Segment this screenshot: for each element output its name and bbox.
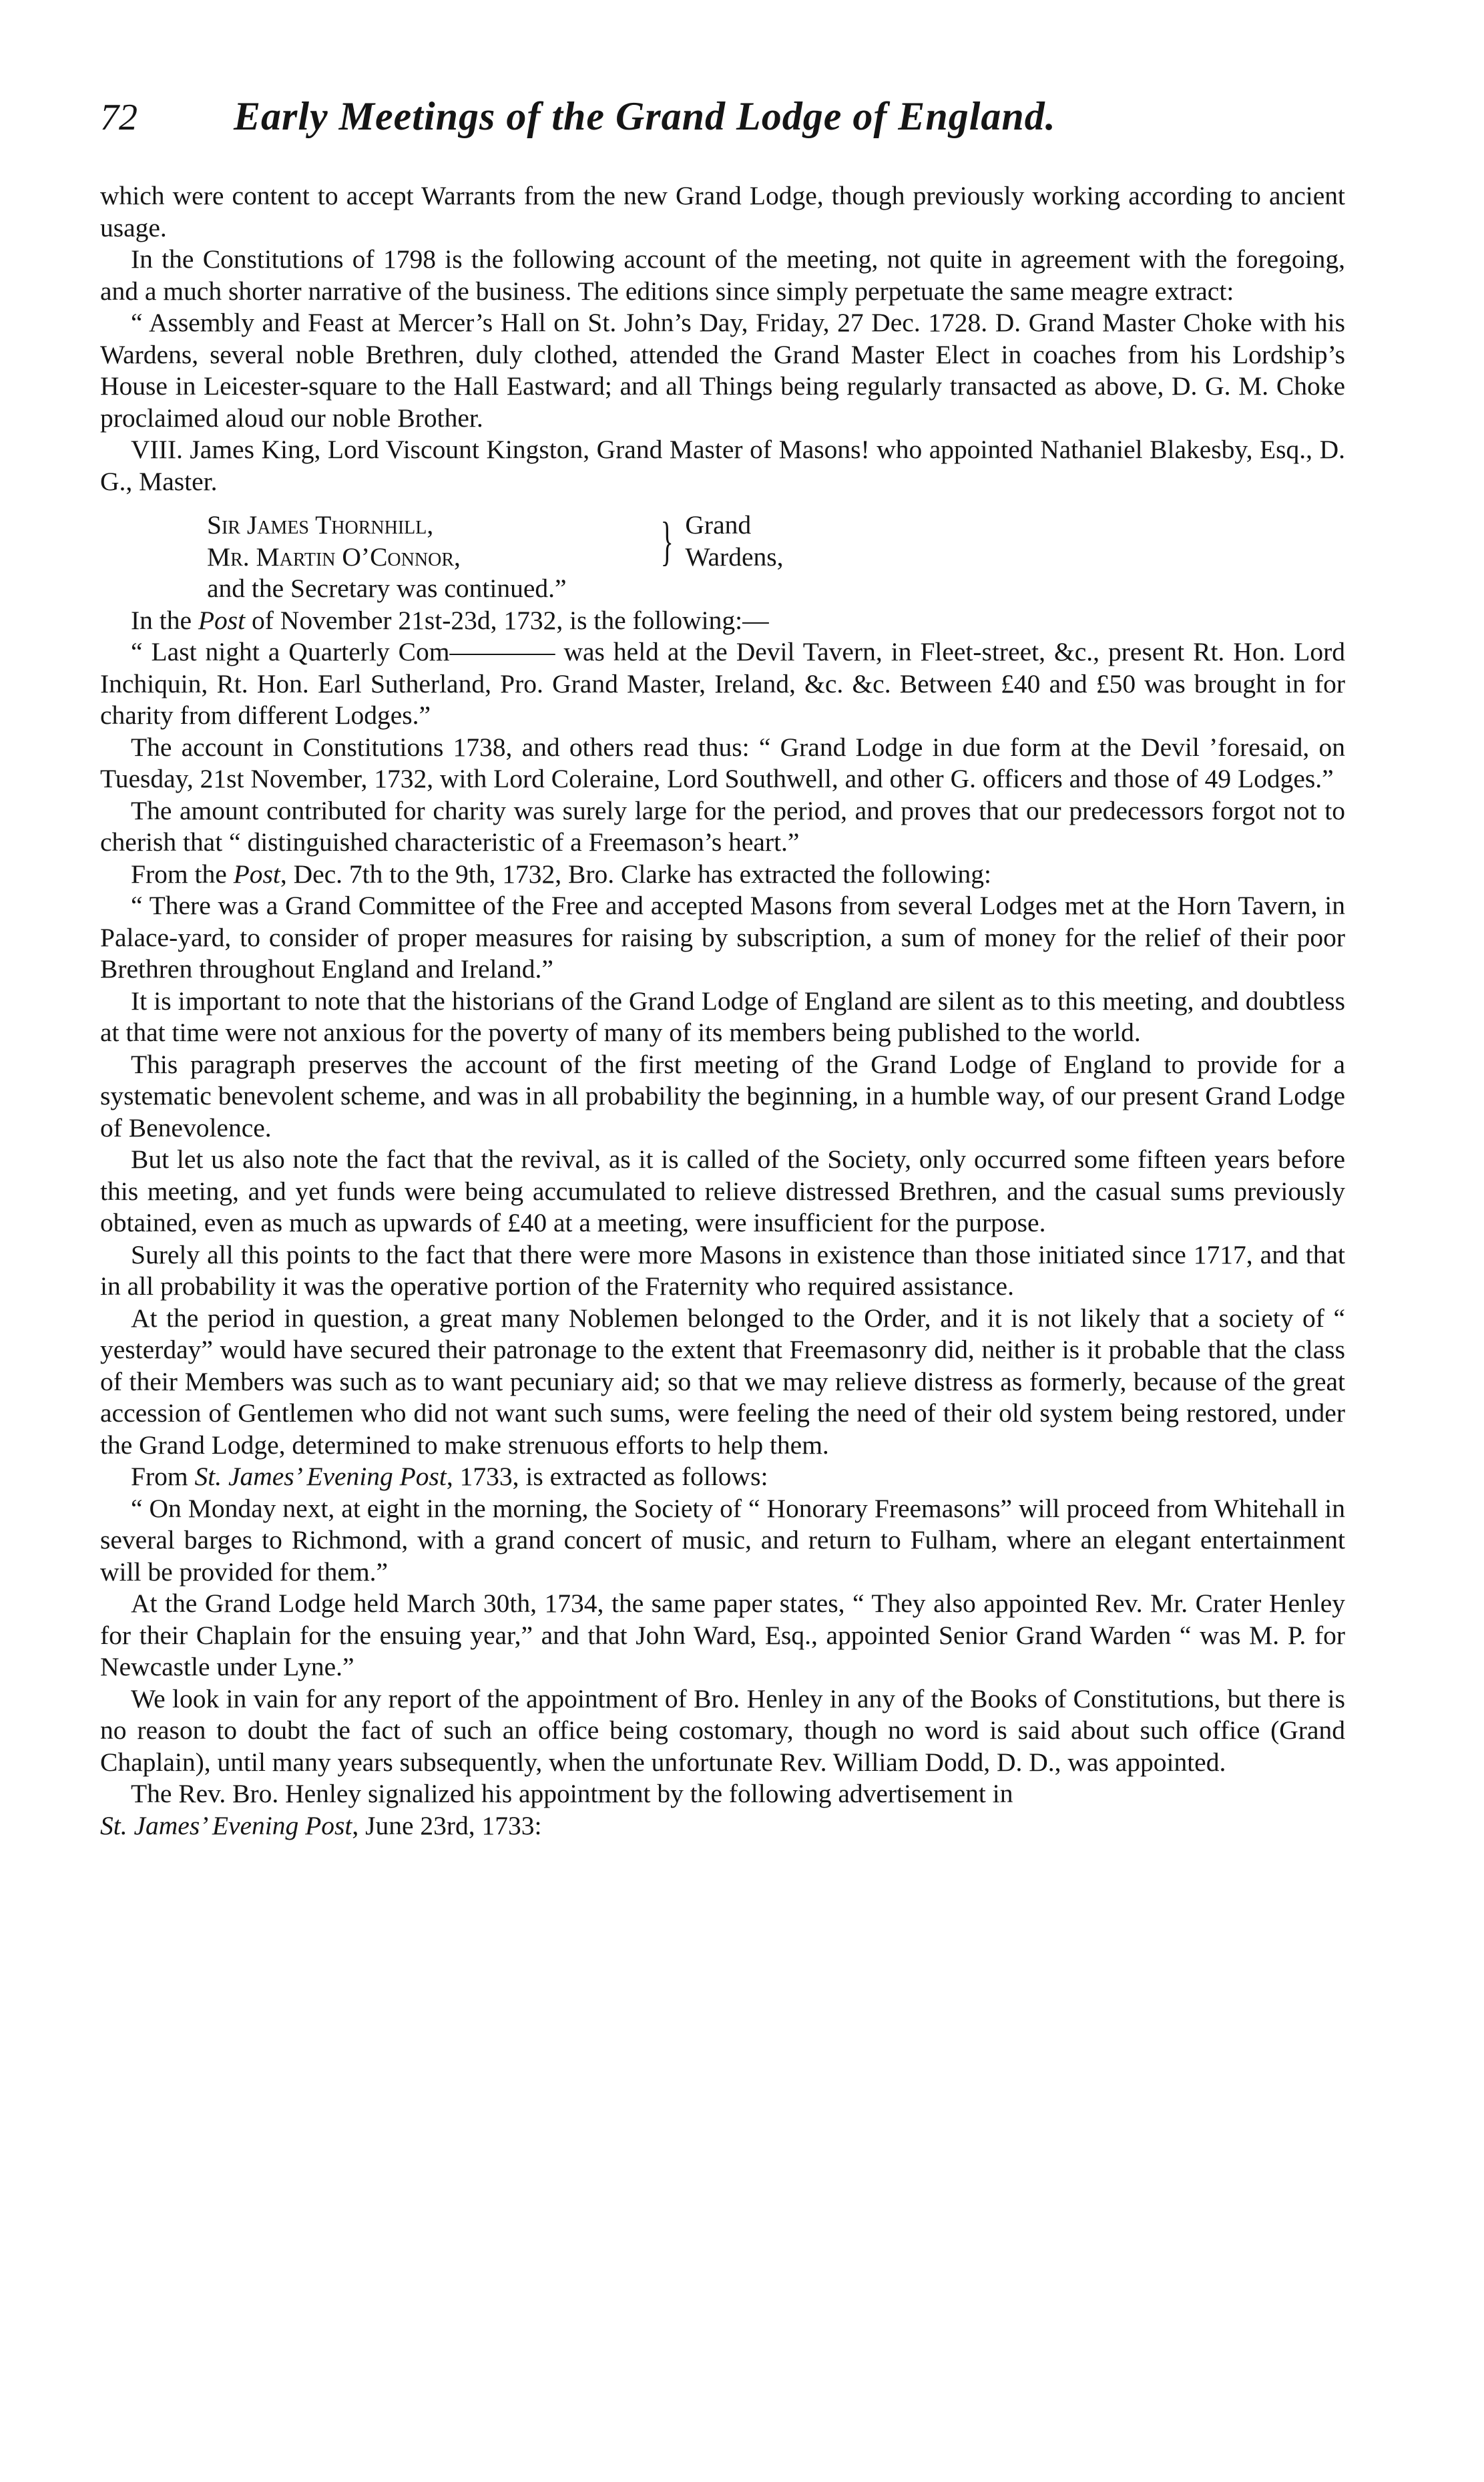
- paragraph: which were content to accept Warrants from the new Grand Lodge, though previously working according to ancient usage.: [100, 181, 1345, 242]
- officer-name: Sir James Thornhill,: [207, 510, 434, 540]
- publication-title: Post: [198, 605, 246, 635]
- officer-name: Mr. Martin O’Connor,: [207, 542, 461, 572]
- text-run: From: [131, 1462, 195, 1491]
- page-header: [100, 93, 1345, 167]
- paragraph: VIII. James King, Lord Viscount Kingston, Grand Master of Masons! who appointed Nathaniel Blakesby, Esq., D. G., Master.: [100, 435, 1345, 496]
- page-number: 72: [100, 97, 138, 138]
- paragraph: In the Constitutions of 1798 is the following account of the meeting, not quite in agreement with the foregoing, and a much shorter narrative of the business. The editions since simply perpetuate the same meagre extract:: [100, 244, 1345, 306]
- officer-note: and the Secretary was continued.”: [207, 574, 567, 603]
- running-title: Early Meetings of the Grand Lodge of England.: [234, 94, 1056, 138]
- paragraph: “ There was a Grand Committee of the Free and accepted Masons from several Lodges met at the Horn Tavern, in Palace-yard, to consider of proper measures for raising by subscription, a sum of money for the relief of their poor Brethren throughout England and Ireland.”: [100, 891, 1345, 984]
- officer-role: Grand: [685, 510, 752, 540]
- publication-title: Post: [233, 859, 280, 889]
- paragraph: The account in Constitutions 1738, and others read thus: “ Grand Lodge in due form at the Devil ’foresaid, on Tuesday, 21st November, 1732, with Lord Coleraine, Lord Southwell, and other G. officers and those of 49 Lodges.”: [100, 732, 1345, 793]
- officer-role-group: [654, 509, 784, 573]
- paragraph: Surely all this points to the fact that there were more Masons in existence than those initiated since 1717, and that in all probability it was the operative portion of the Fraternity who required assistance.: [100, 1239, 1345, 1301]
- text-run: , Dec. 7th to the 9th, 1732, Bro. Clarke has extracted the following:: [280, 859, 991, 889]
- paragraph: At the Grand Lodge held March 30th, 1734, the same paper states, “ They also appointed Rev. Mr. Crater Henley for their Chaplain for the ensuing year,” and that John Ward, Esq., appointed Senior Grand Warden “ was M. P. for Newcastle under Lyne.”: [100, 1589, 1345, 1681]
- officers-list: [207, 509, 1345, 573]
- document-page: [100, 93, 1345, 1842]
- paragraph: [100, 859, 1345, 891]
- paragraph: The Rev. Bro. Henley signalized his appointment by the following advertisement in: [131, 1779, 1013, 1808]
- publication-title: St. James’ Evening Post: [100, 1810, 352, 1840]
- paragraph: [100, 605, 1345, 637]
- brace-icon: }: [660, 511, 674, 571]
- paragraph: It is important to note that the historians of the Grand Lodge of England are silent as to this meeting, and doubtless at that time were not anxious for the poverty of many of its members being published to the world.: [100, 986, 1345, 1047]
- publication-title: St. James’ Evening Post: [194, 1462, 447, 1491]
- paragraph: The amount contributed for charity was surely large for the period, and proves that our predecessors forgot not to cherish that “ distinguished characteristic of a Freemason’s heart.”: [100, 795, 1345, 857]
- text-run: In the: [131, 605, 198, 635]
- paragraph: “ Last night a Quarterly Com———— was held at the Devil Tavern, in Fleet-street, &c., present Rt. Hon. Lord Inchiquin, Rt. Hon. Earl Sutherland, Pro. Grand Master, Ireland, &c. &c. Between £40 and £50 was brought in for charity from different Lodges.”: [100, 637, 1345, 730]
- text-run: of November 21st-23d, 1732, is the following:—: [245, 605, 769, 635]
- paragraph: “ Assembly and Feast at Mercer’s Hall on St. John’s Day, Friday, 27 Dec. 1728. D. Grand Master Choke with his Wardens, several noble Brethren, duly clothed, attended the Grand Master Elect in coaches from his Lordship’s House in Leicester-square to the Hall Eastward; and all Things being regularly transacted as above, D. G. M. Choke proclaimed aloud our noble Brother.: [100, 308, 1345, 433]
- paragraph: But let us also note the fact that the revival, as it is called of the Society, only occurred some fifteen years before this meeting, and yet funds were being accumulated to relieve distressed Brethren, and the casual sums previously obtained, even as much as upwards of £40 at a meeting, were insufficient for the purpose.: [100, 1145, 1345, 1237]
- paragraph: [100, 1461, 1345, 1493]
- paragraph: “ On Monday next, at eight in the morning, the Society of “ Honorary Freemasons” will proceed from Whitehall in several barges to Richmond, with a grand concert of music, and return to Fulham, where an elegant entertainment will be provided for them.”: [100, 1493, 1345, 1587]
- paragraph: [100, 1810, 1345, 1842]
- paragraph: At the period in question, a great many Noblemen belonged to the Order, and it is not likely that a society of “ yesterday” would have secured their patronage to the extent that Freemasonry did, neither is it probable that the class of their Members was such as to want pecuniary aid; so that we may relieve distress as formerly, because of the great accession of Gentlemen who did not want such sums, were feeling the need of their old system being restored, under the Grand Lodge, determined to make strenuous efforts to help them.: [100, 1303, 1345, 1460]
- text-run: , June 23rd, 1733:: [352, 1810, 542, 1840]
- officer-roles: [685, 509, 783, 573]
- text-run: From the: [131, 859, 234, 889]
- body-text: [100, 180, 1345, 1842]
- officer-role: Wardens,: [685, 542, 784, 572]
- paragraph: We look in vain for any report of the appointment of Bro. Henley in any of the Books of Constitutions, but there is no reason to doubt the fact of such an office being costomary, though no word is said about such office (Grand Chaplain), until many years subsequently, when the unfortunate Rev. William Dodd, D. D., was appointed.: [100, 1683, 1345, 1777]
- paragraph: This paragraph preserves the account of the first meeting of the Grand Lodge of England to provide for a systematic benevolent scheme, and was in all probability the beginning, in a humble way, of our present Grand Lodge of Benevolence.: [100, 1049, 1345, 1143]
- text-run: , 1733, is extracted as follows:: [446, 1462, 768, 1491]
